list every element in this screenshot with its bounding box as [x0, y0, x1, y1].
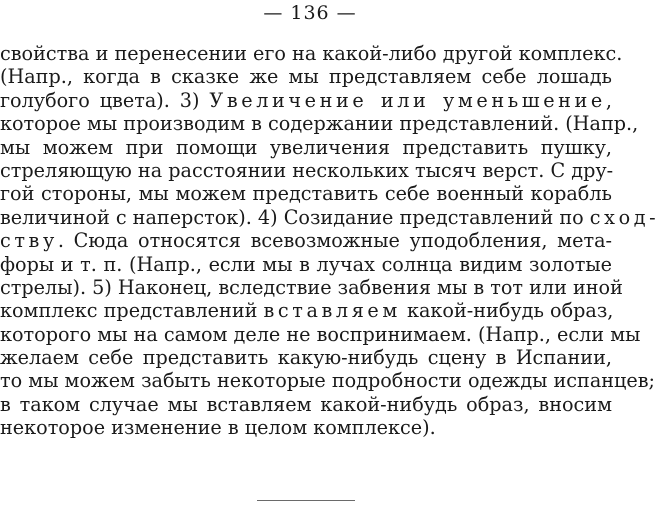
text-run: гой стороны, мы можем представить себе военный корабль [0, 182, 612, 206]
text-run: то мы можем забыть некоторые подробности одежды испанцев; [0, 369, 656, 393]
text-run: стрелы). 5) Наконец, вследствие забвения мы в тот или иной [0, 275, 623, 299]
text-line [0, 322, 641, 346]
text-line [0, 205, 659, 229]
text-line [0, 65, 612, 88]
text-line [0, 299, 612, 322]
text-run: , [605, 88, 612, 112]
text-run: голубого цвета). 3) [0, 88, 210, 112]
text-run: желаем себе представить какую-нибудь сцену в Испании, [0, 346, 612, 370]
text-line [0, 346, 612, 369]
text-run: некоторое изменение в целом комплексе). [0, 416, 436, 440]
footer-rule [257, 500, 355, 501]
text-run: которое мы производим в содержании представлений. (Напр., [0, 112, 639, 136]
text-line [0, 112, 639, 136]
text-run: какой-нибудь образ, [400, 299, 614, 323]
text-run: комплекс представлений [0, 299, 264, 323]
spaced-emphasis: Увеличение или уменьшение [209, 88, 606, 112]
text-run: которого мы на самом деле не воспринимаем. (Напр., если мы [0, 322, 641, 346]
text-line [0, 42, 623, 65]
page-number: — 136 — [263, 2, 357, 24]
text-line [0, 182, 612, 205]
text-line [0, 89, 612, 112]
text-line [0, 369, 656, 393]
spaced-emphasis: сход- [589, 205, 659, 229]
text-run: стреляющую на расстоянии нескольких тысяч верст. С дру- [0, 158, 614, 182]
text-line [0, 229, 612, 252]
text-line [0, 136, 612, 159]
text-line [0, 159, 612, 182]
text-run: свойства и перенесении его на какой-либо другой комплекс. [0, 42, 623, 65]
text-line [0, 416, 612, 439]
spaced-emphasis: вставляем [263, 299, 401, 323]
text-line [0, 275, 623, 299]
spaced-emphasis: ству [0, 229, 58, 253]
text-run: величиной с наперсток). 4) Созидание представлений по [0, 205, 590, 229]
text-run: (Напр., когда в сказке же мы представляем себе лошадь [0, 65, 612, 89]
text-run: в таком случае мы вставляем какой-нибудь образ, вносим [0, 392, 612, 416]
text-run: форы и т. п. (Напр., если мы в лучах солнца видим золотые [0, 252, 612, 276]
text-run: мы можем при помощи увеличения представить пушку, [0, 135, 612, 159]
body-paragraph [0, 42, 659, 440]
text-line [0, 253, 612, 276]
text-line [0, 393, 612, 416]
text-run: . Сюда относятся всевозможные уподобления, мета- [57, 229, 612, 253]
